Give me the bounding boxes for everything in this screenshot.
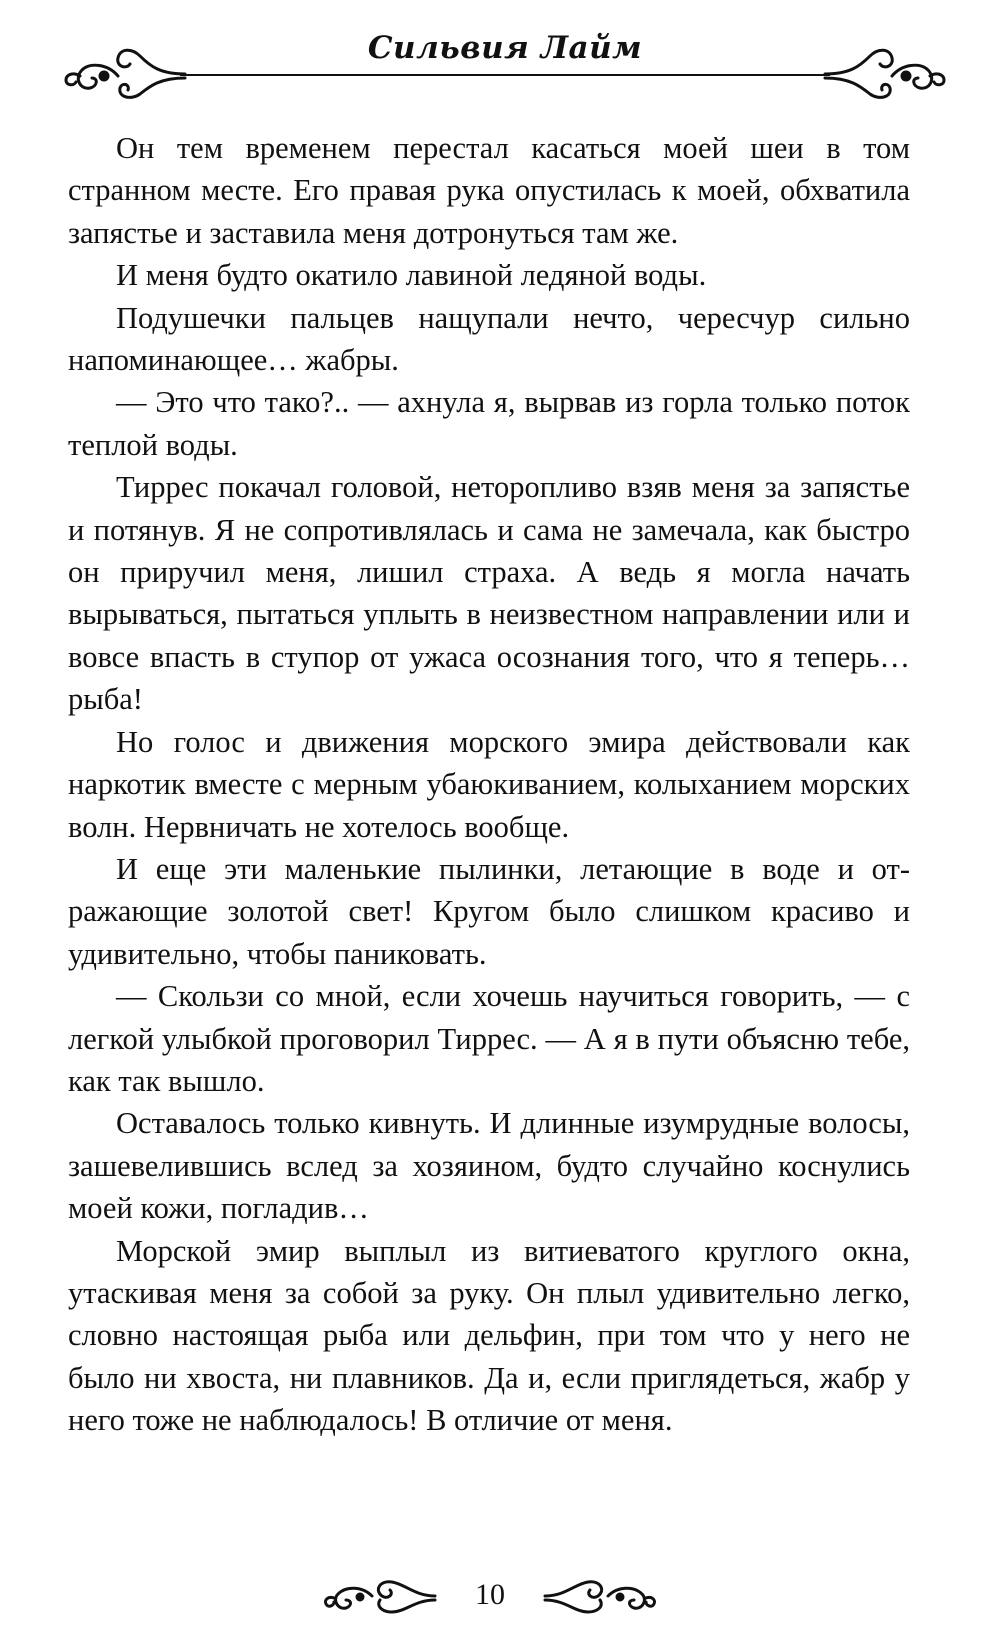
paragraph: Морской эмир выплыл из витиеватого круглого окна, утаскивая меня за собой за руку. Он плыл удивительно легко, словно настоящая рыба или дельфин, при том что у него не было ни хвоста, ни плавников. Да и, если приглядеться, жабр у него тоже не наблюдалось! В отличие от меня. [68,1233,910,1438]
flourish-ornament-icon [540,1570,660,1625]
running-header [60,18,950,98]
page-number: 10 [475,1578,505,1611]
paragraph: И меня будто окатило лавиной ледяной воды. [116,258,707,293]
page-footer [320,1566,660,1626]
paragraph: Подушечки пальцев нащупали нечто, чересчур сильно напоминающее… жабры. [68,300,910,378]
paragraph: И еще эти маленькие пылинки, летающие в воде и отражающие золотой свет! Кругом было слишком красиво и удивительно, чтобы паниковать. [68,851,910,971]
flourish-ornament-icon [820,36,950,111]
paragraph: — Скользи со мной, если хочешь научиться говорить, — с легкой улыбкой проговорил Тиррес. — А я в пути объясню тебе, как так вышло. [68,979,910,1098]
running-header-author: Сильвия Лайм [367,30,643,66]
header-rule [180,74,830,76]
paragraph: Он тем временем перестал касаться моей шеи в том странном месте. Его правая рука опустилась к моей, обхватила запястье и заставила меня дотронуться там же. [68,131,910,250]
paragraph: Тиррес покачал головой, неторопливо взяв меня за запястье и потянув. Я не сопротивлялась и сама не замечала, как быстро он приручил меня, лишил страха. А ведь я могла начать вырываться, пытаться уплыть в неизвестном направлении или и вовсе впасть в ступор от ужаса осознания того, что я теперь… рыба! [68,470,910,717]
body-text [68,127,910,1442]
paragraph: Но голос и движения морского эмира действовали как наркотик вместе с мерным убаюкиванием, колыханием морских волн. Нервничать не хотелось вообще. [68,724,910,844]
paragraph: Оставалось только кивнуть. И длинные изумрудные волосы, зашевелившись вслед за хозяином, будто случайно коснулись моей кожи, погладив… [68,1106,910,1226]
paragraph: — Это что тако?.. — ахнула я, вырвав из горла только поток теплой воды. [68,385,910,462]
